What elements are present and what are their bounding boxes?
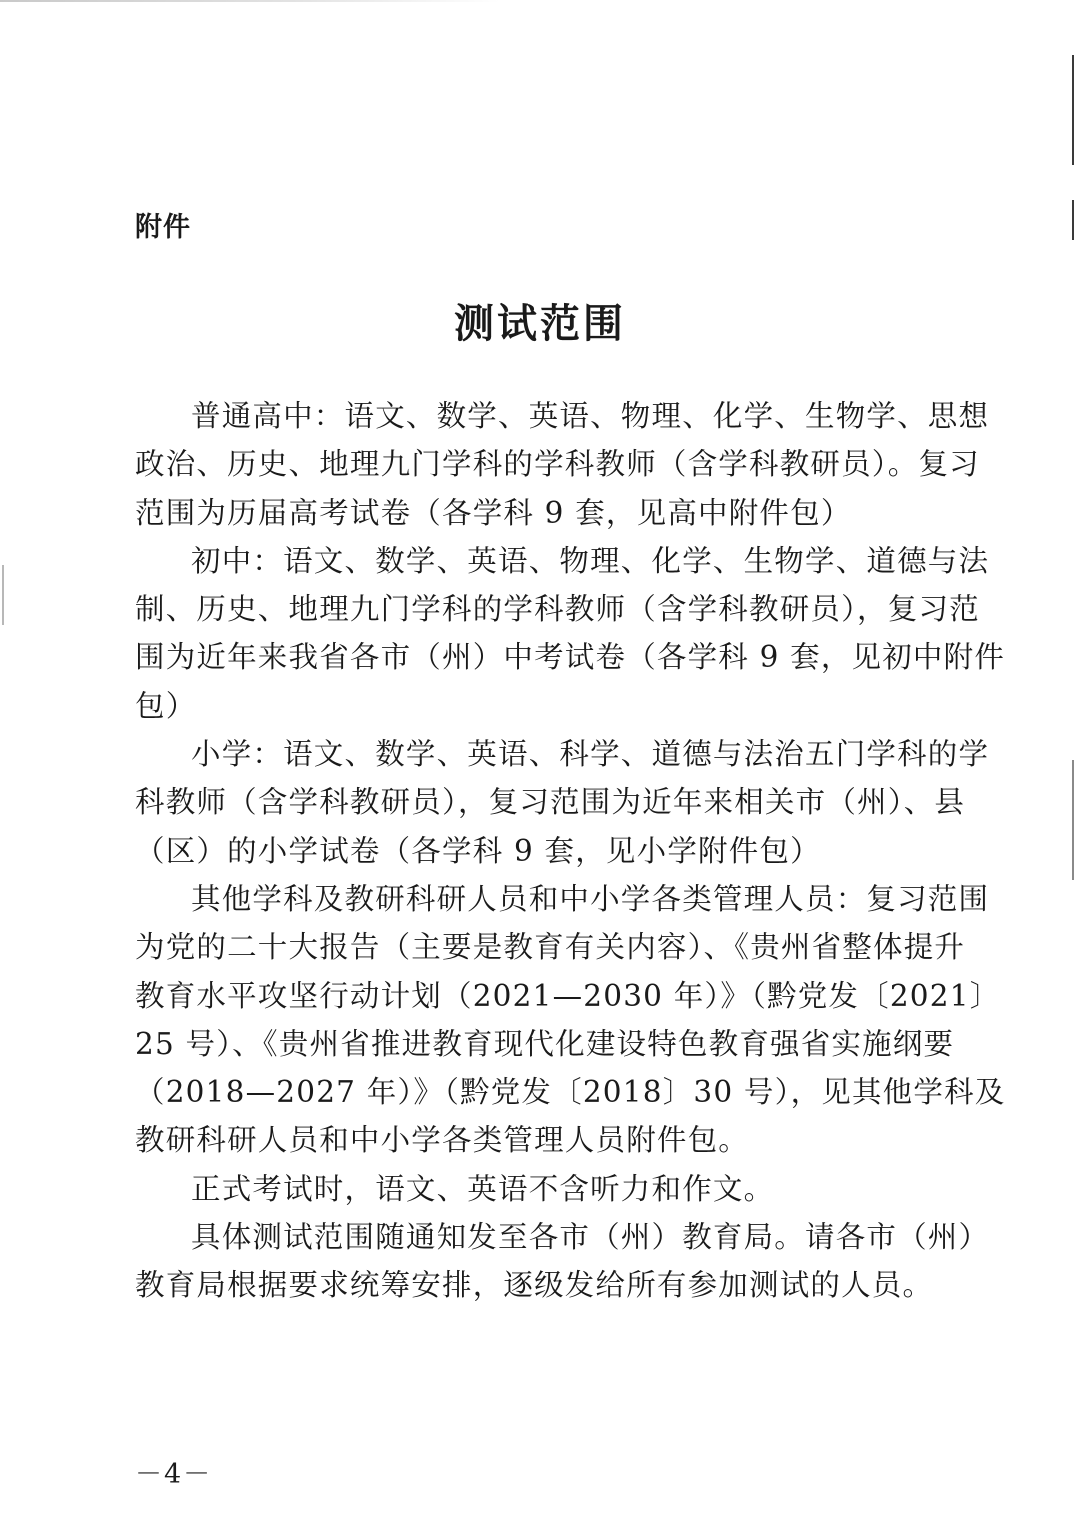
scan-artifact-top [0, 0, 500, 2]
scan-edge-mark [1072, 200, 1074, 240]
body-line: 初中：语文、数学、英语、物理、化学、生物学、道德与法 [191, 543, 990, 578]
body-line: 教育水平攻坚行动计划（2021—2030 年）》（黔党发〔2021〕 [135, 978, 1001, 1013]
body-line: 具体测试范围随通知发至各市（州）教育局。请各市（州） [191, 1220, 990, 1255]
body-line: 25 号）、《贵州省推进教育现代化建设特色教育强省实施纲要 [135, 1026, 955, 1061]
page-number: －4－ [135, 1459, 213, 1490]
body-line: 其他学科及教研科研人员和中小学各类管理人员：复习范围 [191, 881, 990, 916]
body-line: 制、历史、地理九门学科的学科教师（含学科教研员），复习范 [135, 592, 980, 627]
scan-edge-mark [2, 565, 4, 625]
body-line: 包） [135, 688, 197, 723]
body-line: 普通高中：语文、数学、英语、物理、化学、生物学、思想 [191, 399, 990, 433]
body-line: 范围为历届高考试卷（各学科 9 套，见高中附件包） [135, 495, 852, 530]
body-line: 科教师（含学科教研员），复习范围为近年来相关市（州）、县 [135, 785, 966, 820]
body-line: 教育局根据要求统筹安排，逐级发给所有参加测试的人员。 [135, 1268, 934, 1303]
scan-edge-mark [1072, 55, 1074, 165]
body-line: 政治、历史、地理九门学科的学科教师（含学科教研员）。复习 [135, 447, 980, 482]
body-line: 为党的二十大报告（主要是教育有关内容）、《贵州省整体提升 [135, 930, 966, 965]
document-title: 测试范围 [454, 300, 626, 347]
body-line: 小学：语文、数学、英语、科学、道德与法治五门学科的学 [191, 737, 990, 772]
body-line: 围为近年来我省各市（州）中考试卷（各学科 9 套，见初中附件 [135, 640, 1006, 675]
body-line: （2018—2027 年）》（黔党发〔2018〕30 号），见其他学科及 [135, 1075, 1006, 1110]
body-line: 正式考试时，语文、英语不含听力和作文。 [191, 1171, 775, 1206]
attachment-label: 附件 [135, 212, 191, 243]
body-line: （区）的小学试卷（各学科 9 套，见小学附件包） [135, 833, 821, 868]
scan-edge-mark [1072, 760, 1074, 880]
body-text [135, 392, 1006, 1310]
body-line: 教研科研人员和中小学各类管理人员附件包。 [135, 1123, 750, 1158]
